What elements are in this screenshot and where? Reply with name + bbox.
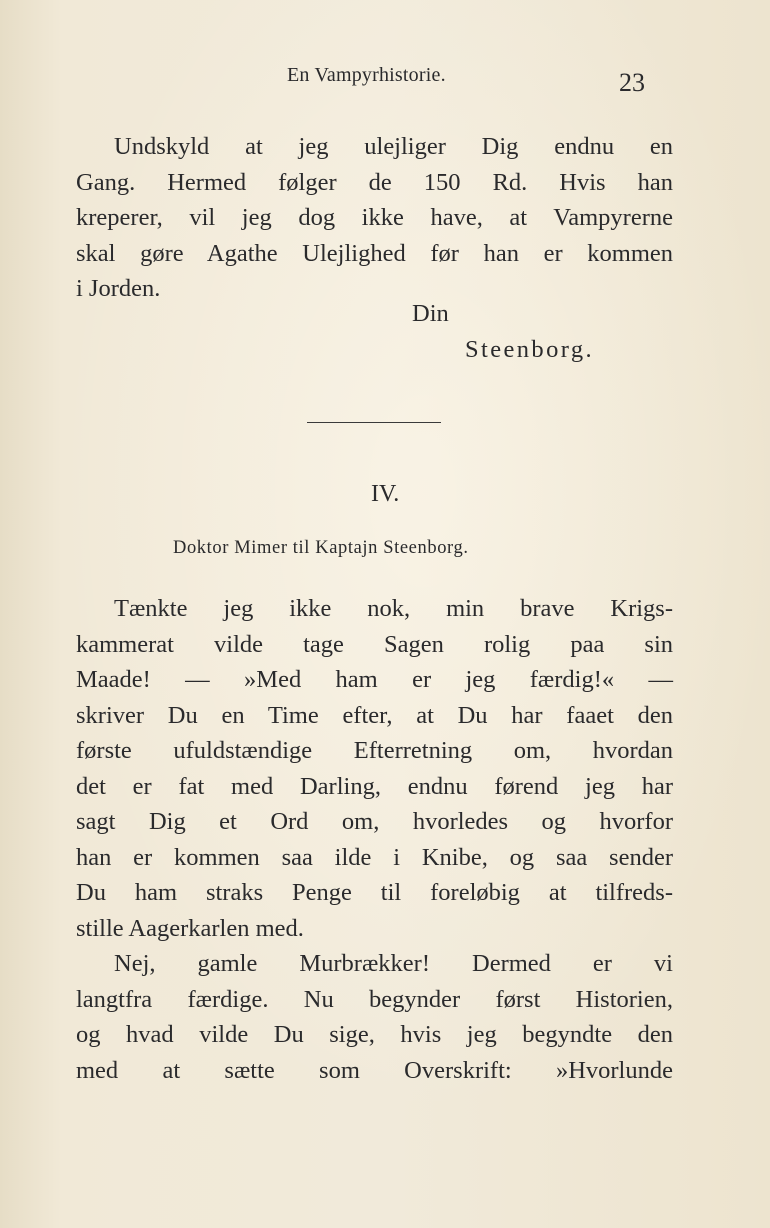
text-line: skriver Du en Time efter, at Du har faaet den xyxy=(76,701,673,729)
section-divider xyxy=(307,422,441,423)
text-line: sagt Dig et Ord om, hvorledes og hvorfor xyxy=(76,808,673,835)
text-line: og hvad vilde Du sige, hvis jeg begyndte den xyxy=(76,1021,673,1048)
text-line: det er fat med Darling, endnu førend jeg har xyxy=(76,772,673,800)
running-title: En Vampyrhistorie. xyxy=(287,64,446,86)
text-line: langtfra færdige. Nu begynder først Historien, xyxy=(76,985,673,1013)
page-number: 23 xyxy=(619,68,645,97)
letter-paragraph xyxy=(76,129,673,307)
text-line: Nej, gamle Murbrækker! Dermed er vi xyxy=(114,950,673,977)
text-line: kreperer, vil jeg dog ikke have, at Vampyrerne xyxy=(76,204,673,231)
body-text xyxy=(76,591,673,1088)
text-line: Gang. Hermed følger de 150 Rd. Hvis han xyxy=(76,168,673,196)
text-line: Tænkte jeg ikke nok, min brave Krigs- xyxy=(114,595,673,622)
chapter-numeral: IV. xyxy=(371,481,400,507)
letter-signature: Steenborg. xyxy=(465,336,595,363)
text-line: skal gøre Agathe Ulejlighed før han er kommen xyxy=(76,239,673,267)
text-line: med at sætte som Overskrift: »Hvorlunde xyxy=(76,1056,673,1084)
text-line: han er kommen saa ilde i Knibe, og saa sender xyxy=(76,843,673,871)
text-line: stille Aagerkarlen med. xyxy=(76,914,304,942)
text-line: Maade! — »Med ham er jeg færdig!« — xyxy=(76,666,673,693)
text-line: kammerat vilde tage Sagen rolig paa sin xyxy=(76,630,673,658)
text-line: Undskyld at jeg ulejliger Dig endnu en xyxy=(114,133,673,160)
text-line: i Jorden. xyxy=(76,275,161,302)
letter-closing: Din xyxy=(412,300,449,327)
chapter-subheading: Doktor Mimer til Kaptajn Steenborg. xyxy=(173,538,469,558)
text-line: Du ham straks Penge til foreløbig at tilfreds- xyxy=(76,879,673,906)
text-line: første ufuldstændige Efterretning om, hvordan xyxy=(76,737,673,764)
